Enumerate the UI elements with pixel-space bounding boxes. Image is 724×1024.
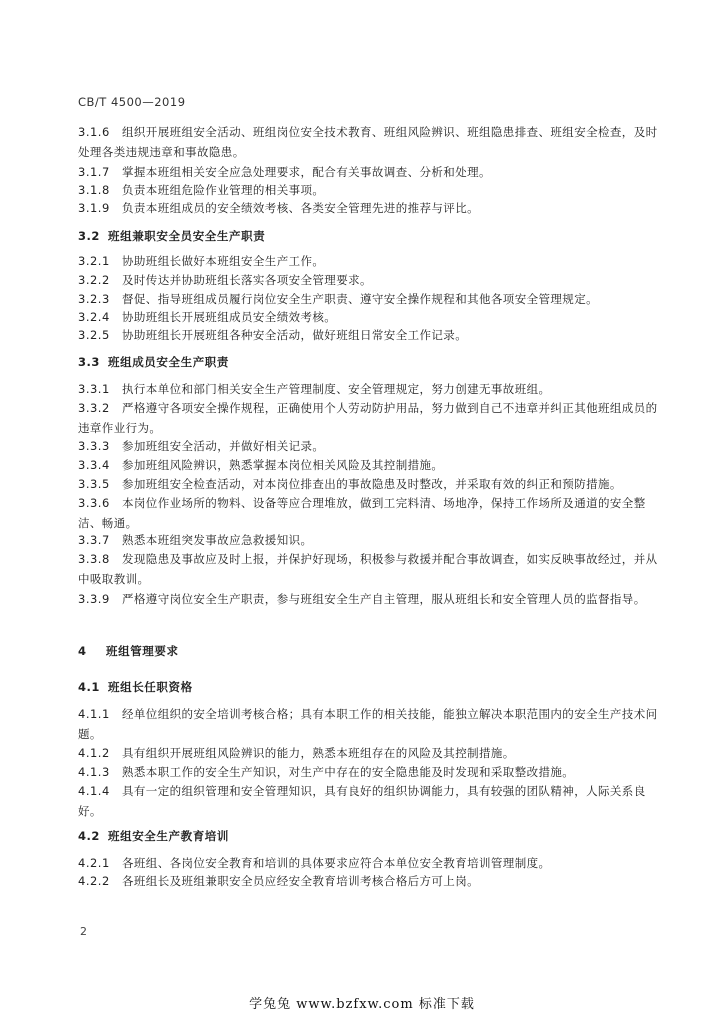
clause-3-3-5 xyxy=(78,474,658,494)
clause-number: 3.1.6 xyxy=(78,125,110,139)
clause-number: 4.1.2 xyxy=(78,746,110,760)
heading-text: 班组长任职资格 xyxy=(108,680,193,694)
clause-3-2-2 xyxy=(78,270,658,290)
clause-text: 熟悉本班组突发事故应急救援知识。 xyxy=(122,533,313,547)
clause-number: 3.3.9 xyxy=(78,592,110,606)
clause-number: 3.1.9 xyxy=(78,201,110,215)
clause-4-2-1 xyxy=(78,853,658,873)
clause-number: 3.3.4 xyxy=(78,458,110,472)
clause-number: 4.2.2 xyxy=(78,874,110,888)
clause-3-1-7 xyxy=(78,162,658,182)
clause-3-1-6 xyxy=(78,122,658,162)
clause-3-2-5 xyxy=(78,325,658,345)
clause-3-1-9 xyxy=(78,198,658,218)
clause-text: 参加班组风险辨识，熟悉掌握本岗位相关风险及其控制措施。 xyxy=(122,458,444,472)
heading-number: 3.3 xyxy=(78,355,100,369)
clause-text: 参加班组安全检查活动，对本岗位排查出的事故隐患及时整改，并采取有效的纠正和预防措施。 xyxy=(122,477,622,491)
clause-number: 3.3.2 xyxy=(78,401,110,415)
heading-text: 班组成员安全生产职责 xyxy=(108,355,229,369)
standard-code: CB/T 4500—2019 xyxy=(78,95,186,109)
heading-number: 4 xyxy=(78,644,87,658)
clause-number: 4.1.3 xyxy=(78,765,110,779)
section-heading-4-1 xyxy=(78,677,658,697)
clause-text: 发现隐患及事故应及时上报，并保护好现场，积极参与救援并配合事故调查，如实反映事故经过，并从中吸取教训。 xyxy=(78,552,658,586)
clause-3-3-4 xyxy=(78,455,658,475)
clause-text: 协助班组长开展班组各种安全活动，做好班组日常安全工作记录。 xyxy=(122,328,468,342)
clause-text: 熟悉本职工作的安全生产知识，对生产中存在的安全隐患能及时发现和采取整改措施。 xyxy=(122,765,575,779)
clause-number: 3.3.1 xyxy=(78,382,110,396)
clause-text: 本岗位作业场所的物料、设备等应合理堆放，做到工完料清、场地净，保持工作场所及通道的安全整洁、畅通。 xyxy=(78,496,646,530)
clause-text: 执行本单位和部门相关安全生产管理制度、安全管理规定，努力创建无事故班组。 xyxy=(122,382,551,396)
clause-text: 组织开展班组安全活动、班组岗位安全技术教育、班组风险辨识、班组隐患排查、班组安全检查，及时处理各类违规违章和事故隐患。 xyxy=(78,125,658,159)
section-heading-3-3 xyxy=(78,352,658,372)
clause-number: 4.1.4 xyxy=(78,784,110,798)
clause-number: 3.2.3 xyxy=(78,292,110,306)
heading-number: 3.2 xyxy=(78,229,100,243)
clause-text: 协助班组长做好本班组安全生产工作。 xyxy=(122,254,325,268)
clause-3-2-1 xyxy=(78,251,658,271)
clause-text: 督促、指导班组成员履行岗位安全生产职责、遵守安全操作规程和其他各项安全管理规定。 xyxy=(122,292,598,306)
clause-text: 掌握本班组相关安全应急处理要求，配合有关事故调查、分析和处理。 xyxy=(122,165,491,179)
clause-4-1-4 xyxy=(78,781,658,821)
clause-3-3-1 xyxy=(78,379,658,399)
clause-number: 3.3.3 xyxy=(78,439,110,453)
heading-text: 班组管理要求 xyxy=(106,644,179,658)
clause-number: 4.2.1 xyxy=(78,856,110,870)
clause-number: 3.3.6 xyxy=(78,496,110,510)
heading-text: 班组安全生产教育培训 xyxy=(108,829,229,843)
clause-text: 负责本班组成员的安全绩效考核、各类安全管理先进的推荐与评比。 xyxy=(122,201,479,215)
clause-number: 3.1.7 xyxy=(78,165,110,179)
clause-text: 具有一定的组织管理和安全管理知识，具有良好的组织协调能力，具有较强的团队精神，人际关系良好。 xyxy=(78,784,646,818)
heading-number: 4.1 xyxy=(78,680,100,694)
clause-number: 3.2.4 xyxy=(78,310,110,324)
clause-number: 4.1.1 xyxy=(78,707,110,721)
clause-3-1-8 xyxy=(78,180,658,200)
clause-3-2-4 xyxy=(78,307,658,327)
clause-3-3-7 xyxy=(78,530,658,550)
clause-text: 及时传达并协助班组长落实各项安全管理要求。 xyxy=(122,273,372,287)
page-number: 2 xyxy=(80,925,87,938)
clause-text: 严格遵守岗位安全生产职责，参与班组安全生产自主管理，服从班组长和安全管理人员的监督指导。 xyxy=(122,592,646,606)
clause-3-3-3 xyxy=(78,436,658,456)
clause-text: 协助班组长开展班组成员安全绩效考核。 xyxy=(122,310,337,324)
clause-4-1-3 xyxy=(78,762,658,782)
clause-3-3-6 xyxy=(78,493,658,533)
clause-number: 3.2.2 xyxy=(78,273,110,287)
clause-number: 3.2.5 xyxy=(78,328,110,342)
clause-3-3-9 xyxy=(78,589,658,609)
clause-3-3-2 xyxy=(78,398,658,438)
clause-number: 3.3.5 xyxy=(78,477,110,491)
clause-4-2-2 xyxy=(78,871,658,891)
clause-text: 负责本班组危险作业管理的相关事项。 xyxy=(122,183,325,197)
section-heading-4-2 xyxy=(78,826,658,846)
clause-text: 各班组、各岗位安全教育和培训的具体要求应符合本单位安全教育培训管理制度。 xyxy=(122,856,551,870)
clause-number: 3.2.1 xyxy=(78,254,110,268)
clause-text: 具有组织开展班组风险辨识的能力，熟悉本班组存在的风险及其控制措施。 xyxy=(122,746,515,760)
clause-text: 经单位组织的安全培训考核合格；具有本职工作的相关技能，能独立解决本职范围内的安全生产技术问题。 xyxy=(78,707,658,741)
clause-text: 参加班组安全活动，并做好相关记录。 xyxy=(122,439,325,453)
clause-3-2-3 xyxy=(78,289,658,309)
clause-3-3-8 xyxy=(78,549,658,589)
clause-number: 3.3.7 xyxy=(78,533,110,547)
watermark-text: 学兔兔 www.bzfxw.com 标准下载 xyxy=(249,997,475,1012)
clause-text: 各班组长及班组兼职安全员应经安全教育培训考核合格后方可上岗。 xyxy=(122,874,479,888)
clause-4-1-2 xyxy=(78,743,658,763)
clause-number: 3.3.8 xyxy=(78,552,110,566)
chapter-heading-4 xyxy=(78,641,658,661)
section-heading-3-2 xyxy=(78,226,658,246)
clause-4-1-1 xyxy=(78,704,658,744)
clause-number: 3.1.8 xyxy=(78,183,110,197)
heading-text: 班组兼职安全员安全生产职责 xyxy=(108,229,266,243)
clause-text: 严格遵守各项安全操作规程，正确使用个人劳动防护用品，努力做到自己不违章并纠正其他班组成员的违章作业行为。 xyxy=(78,401,658,435)
heading-number: 4.2 xyxy=(78,829,100,843)
